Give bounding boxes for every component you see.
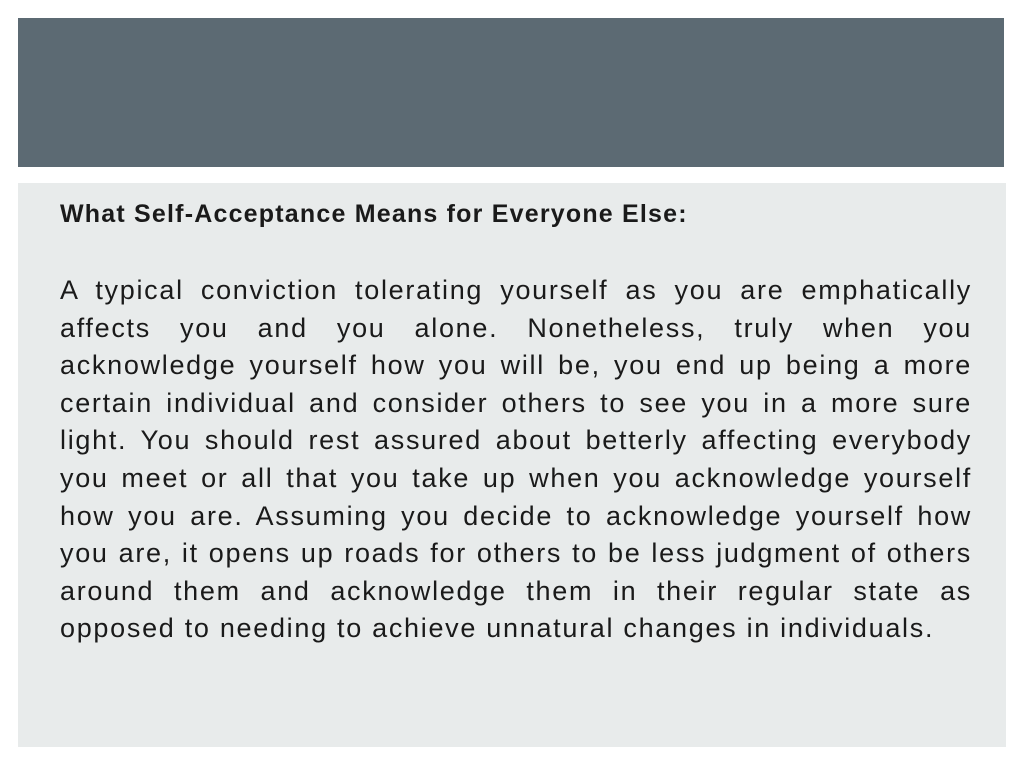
content-box: [18, 183, 1006, 747]
title-bar: [18, 18, 1004, 167]
content-heading: What Self-Acceptance Means for Everyone Else:: [60, 200, 688, 228]
content-paragraph: A typical conviction tolerating yourself as you are emphatically affects you and you alone. Nonetheless, truly when you acknowledge yourself how you will be, you end up being a more certain individual and consider others to see you in a more sure light. You should rest assured about betterly affecting everybody you meet or all that you take up when you acknowledge yourself how you are. Assuming you decide to acknowledge yourself how you are, it opens up roads for others to be less judgment of others around them and acknowledge them in their regular state as opposed to needing to achieve unnatural changes in individuals.: [60, 275, 972, 644]
